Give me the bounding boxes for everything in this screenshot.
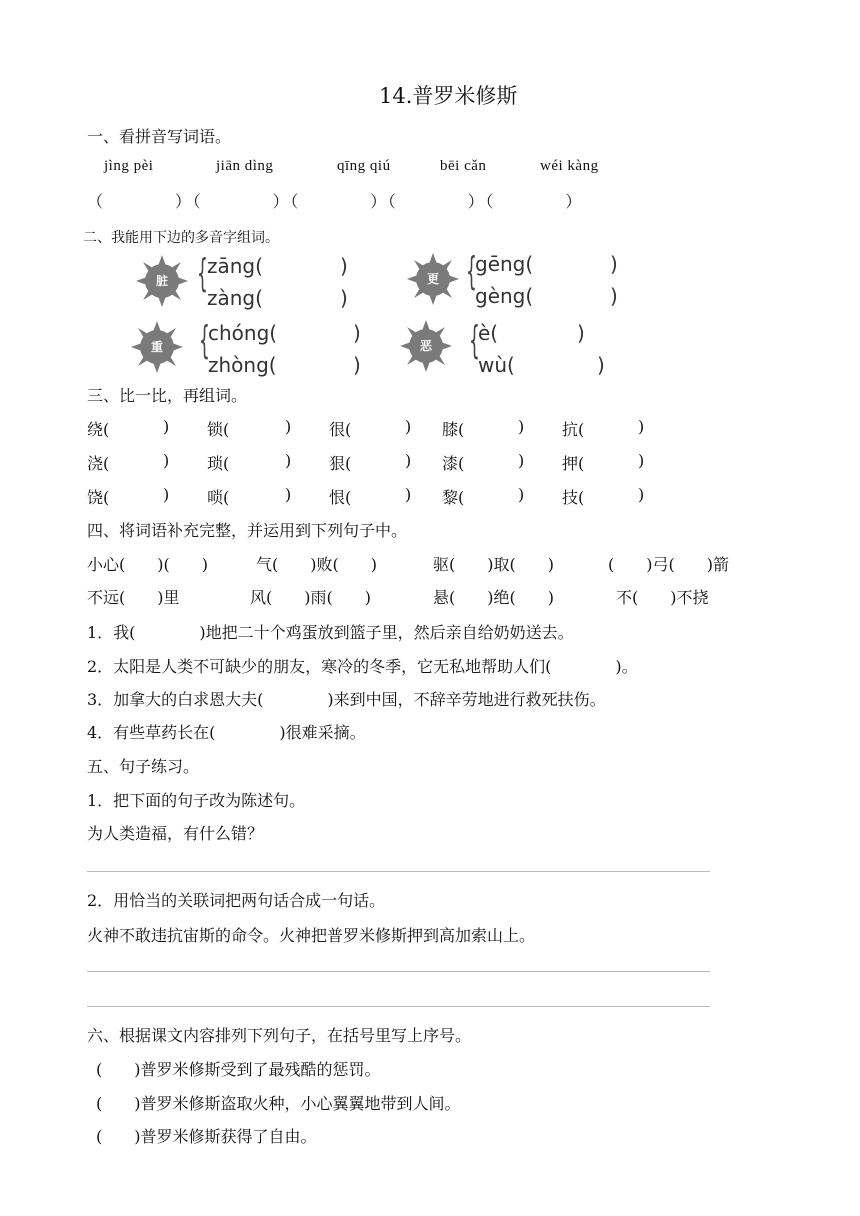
pinyin-1: jìng pèi <box>104 158 154 174</box>
order-item: ( )普罗米修斯受到了最残酷的惩罚。 <box>96 1060 381 1079</box>
flower-char: 脏 <box>155 274 168 288</box>
close-paren: ) <box>163 451 170 470</box>
compare-word: 黎( <box>442 488 465 507</box>
compare-word: 抗( <box>562 420 585 439</box>
flower-char: 恶 <box>419 339 432 353</box>
fill-sentence: 4．有些草药长在( )很难采摘。 <box>87 723 366 742</box>
reading: zāng( <box>207 254 263 278</box>
section-6-heading: 六、根据课文内容排列下列句子，在括号里写上序号。 <box>87 1026 472 1045</box>
page-title: 14.普罗米修斯 <box>379 84 518 108</box>
close-paren: ) <box>638 417 645 436</box>
reading: gēng( <box>475 252 534 276</box>
question-2-text: 火神不敢违抗宙斯的命令。火神把普罗米修斯押到高加索山上。 <box>87 926 536 945</box>
compare-word: 浇( <box>87 454 110 473</box>
section-3-heading: 三、比一比，再组词。 <box>87 386 248 405</box>
fill-sentence: 3．加拿大的白求恩大夫( )来到中国，不辞辛劳地进行救死扶伤。 <box>87 690 606 709</box>
answer-line[interactable] <box>87 971 710 972</box>
idiom: 风( )雨( ) <box>250 588 371 607</box>
compare-word: 狠( <box>329 454 352 473</box>
idiom: 悬( )绝( ) <box>433 588 554 607</box>
answer-brackets: （ ）（ ）（ ）（ ）（ ） <box>87 192 584 211</box>
reading: chóng( <box>208 321 278 345</box>
close-paren: ) <box>353 353 361 377</box>
close-paren: ) <box>285 451 292 470</box>
answer-line[interactable] <box>87 871 710 872</box>
section-5-heading: 五、句子练习。 <box>87 757 200 776</box>
compare-word: 恨( <box>329 488 352 507</box>
compare-word: 押( <box>562 454 585 473</box>
compare-word: 锁( <box>207 420 230 439</box>
flower-icon <box>128 318 186 376</box>
close-paren: ) <box>518 451 525 470</box>
compare-word: 唢( <box>207 488 230 507</box>
idiom: ( )弓( )箭 <box>608 555 729 574</box>
idiom: 驱( )取( ) <box>433 555 554 574</box>
brace-icon: { <box>469 318 480 362</box>
reading: gèng( <box>475 284 534 308</box>
question-1: 1．把下面的句子改为陈述句。 <box>87 791 306 810</box>
section-2-heading: 二、我能用下边的多音字组词。 <box>83 230 279 246</box>
idiom: 小心( )( ) <box>87 555 208 574</box>
fill-sentence: 1．我( )地把二十个鸡蛋放到篮子里，然后亲自给奶奶送去。 <box>87 623 574 642</box>
compare-word: 膝( <box>442 420 465 439</box>
idiom: 不( )不挠 <box>616 588 709 607</box>
close-paren: ) <box>577 321 585 345</box>
close-paren: ) <box>353 321 361 345</box>
close-paren: ) <box>597 353 605 377</box>
brace-icon: { <box>466 249 477 293</box>
section-4-heading: 四、将词语补充完整，并运用到下列句子中。 <box>87 521 408 540</box>
compare-word: 琐( <box>207 454 230 473</box>
pinyin-4: bēi cǎn <box>440 158 487 174</box>
close-paren: ) <box>638 451 645 470</box>
pinyin-5: wéi kàng <box>540 158 599 174</box>
close-paren: ) <box>405 451 412 470</box>
pinyin-3: qīng qiú <box>337 158 391 174</box>
close-paren: ) <box>610 252 618 276</box>
brace-icon: { <box>199 318 210 362</box>
close-paren: ) <box>518 485 525 504</box>
close-paren: ) <box>340 286 348 310</box>
brace-icon: { <box>197 251 208 295</box>
close-paren: ) <box>638 485 645 504</box>
order-item: ( )普罗米修斯盗取火种，小心翼翼地带到人间。 <box>96 1094 461 1113</box>
compare-word: 饶( <box>87 488 110 507</box>
reading: wù( <box>478 353 515 377</box>
close-paren: ) <box>340 254 348 278</box>
close-paren: ) <box>285 485 292 504</box>
compare-word: 漆( <box>442 454 465 473</box>
close-paren: ) <box>163 485 170 504</box>
flower-icon <box>397 317 455 375</box>
flower-icon <box>404 250 462 308</box>
close-paren: ) <box>163 417 170 436</box>
question-1-text: 为人类造福，有什么错？ <box>87 824 264 843</box>
close-paren: ) <box>405 485 412 504</box>
compare-word: 技( <box>562 488 585 507</box>
flower-icon <box>133 252 191 310</box>
order-item: ( )普罗米修斯获得了自由。 <box>96 1127 317 1146</box>
close-paren: ) <box>610 284 618 308</box>
answer-line[interactable] <box>87 1006 710 1007</box>
close-paren: ) <box>405 417 412 436</box>
idiom: 不远( )里 <box>87 588 180 607</box>
fill-sentence: 2．太阳是人类不可缺少的朋友，寒冷的冬季，它无私地帮助人们( )。 <box>87 657 638 676</box>
close-paren: ) <box>518 417 525 436</box>
close-paren: ) <box>285 417 292 436</box>
reading: zàng( <box>207 286 263 310</box>
reading: è( <box>478 321 499 345</box>
compare-word: 很( <box>329 420 352 439</box>
section-1-heading: 一、看拼音写词语。 <box>87 127 232 146</box>
flower-char: 重 <box>150 340 163 354</box>
compare-word: 绕( <box>87 420 110 439</box>
pinyin-2: jiān dìng <box>216 158 274 174</box>
question-2: 2．用恰当的关联词把两句话合成一句话。 <box>87 891 386 910</box>
flower-char: 更 <box>426 272 439 286</box>
idiom: 气( )败( ) <box>256 555 377 574</box>
reading: zhòng( <box>208 353 277 377</box>
